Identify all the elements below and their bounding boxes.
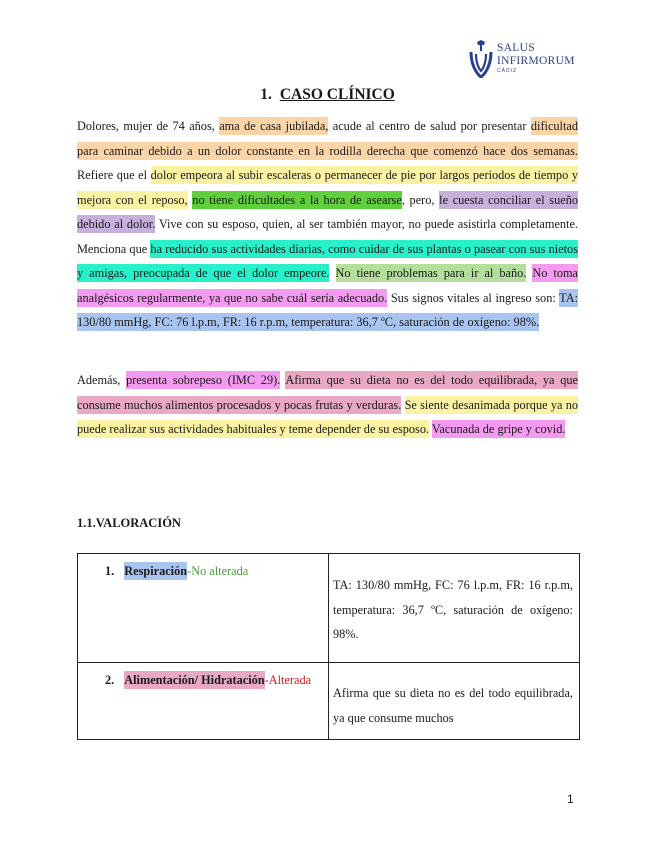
text-run: Vive con su esposo, quien, al ser también mayor, no puede asistirla completamente. Menciona que	[77, 217, 579, 256]
logo-line-1: SALUS	[497, 42, 535, 54]
title-text: CASO CLÍNICO	[279, 86, 395, 103]
highlight-vaccination: Vacunada de gripe y covid.	[431, 422, 566, 436]
need-status: -No alterada	[187, 564, 249, 578]
highlight-elimination: No tiene problemas para ir al baño.	[335, 266, 527, 280]
need-label-respiracion: Respiración	[124, 564, 188, 578]
highlight-pain-worsens: dolor empeora al subir escaleras o permanecer de pie por largos periodos de tiempo y mejora con el reposo,	[77, 168, 578, 207]
need-detail: TA: 130/80 mmHg, FC: 76 l.p.m, FR: 16 r.p.m, temperatura: 36,7 ºC, saturación de oxígeno: 98%.	[333, 578, 573, 641]
highlight-walking-difficulty: dificultad para caminar debido a un dolor constante en la rodilla derecha que comenzó hace dos semanas.	[77, 119, 578, 158]
logo-line-3: CÁDIZ	[497, 68, 517, 74]
highlight-hygiene: no tiene dificultades a la hora de asearse	[192, 192, 402, 207]
text-run: , pero,	[401, 192, 440, 207]
table-row	[78, 554, 580, 663]
table-cell-need	[78, 663, 329, 740]
highlight-analgesics: No toma analgésicos regularmente, ya que no sabe cuál sería adecuado.	[77, 266, 578, 305]
highlight-sleep: le cuesta conciliar el sueño debido al dolor.	[77, 192, 578, 231]
text-run: Refiere que el	[77, 168, 151, 182]
need-detail: Afirma que su dieta no es del todo equilibrada, ya que consume muchos	[333, 686, 573, 725]
logo-line-2: INFIRMORUM	[497, 54, 575, 67]
title-number: 1.	[260, 86, 272, 103]
case-paragraph-2	[77, 368, 578, 442]
highlight-mood: Se siente desanimada porque ya no puede realizar sus actividades habituales y teme depender de su esposo.	[77, 397, 578, 436]
text-run: acude al centro de salud por presentar	[328, 119, 531, 133]
need-number: 1.	[105, 564, 115, 578]
highlight-reduced-activities: ha reducido sus actividades diarias, como cuidar de sus plantas o pasear con sus nietos y amigas, preocupada de que el dolor empeore.	[77, 241, 578, 280]
salus-infirmorum-logo	[468, 40, 583, 80]
highlight-vital-signs: TA: 130/80 mmHg, FC: 76 l.p.m, FR: 16 r.p.m, temperatura: 36,7 ºC, saturación de oxígeno: 98%.	[77, 290, 578, 329]
text-run	[329, 266, 335, 280]
table-cell-need	[78, 554, 329, 663]
highlight-retired-housewife: ama de casa jubilada,	[219, 119, 329, 133]
need-status: -Alterada	[264, 673, 312, 687]
case-paragraph-1	[77, 114, 578, 335]
highlight-overweight: presenta sobrepeso (IMC 29).	[126, 373, 281, 387]
text-run: Sus signos vitales al ingreso son:	[387, 290, 560, 305]
text-run: Dolores, mujer de 74 años,	[77, 119, 220, 133]
crest-icon	[468, 40, 494, 78]
highlight-diet: Afirma que su dieta no es del todo equilibrada, ya que consume muchos alimentos procesados y pocas frutas y verduras.	[77, 373, 578, 412]
assessment-table	[77, 553, 580, 740]
page-number: 1	[567, 792, 574, 806]
need-number: 2.	[105, 673, 115, 687]
need-label-alimentacion: Alimentación/ Hidratación	[124, 673, 265, 687]
section-heading-valoracion: 1.1.VALORACIÓN	[77, 516, 181, 530]
table-row	[78, 663, 580, 740]
text-run: Además,	[77, 373, 127, 387]
page-title	[0, 86, 655, 104]
table-cell-detail	[329, 554, 580, 663]
table-cell-detail	[329, 663, 580, 740]
